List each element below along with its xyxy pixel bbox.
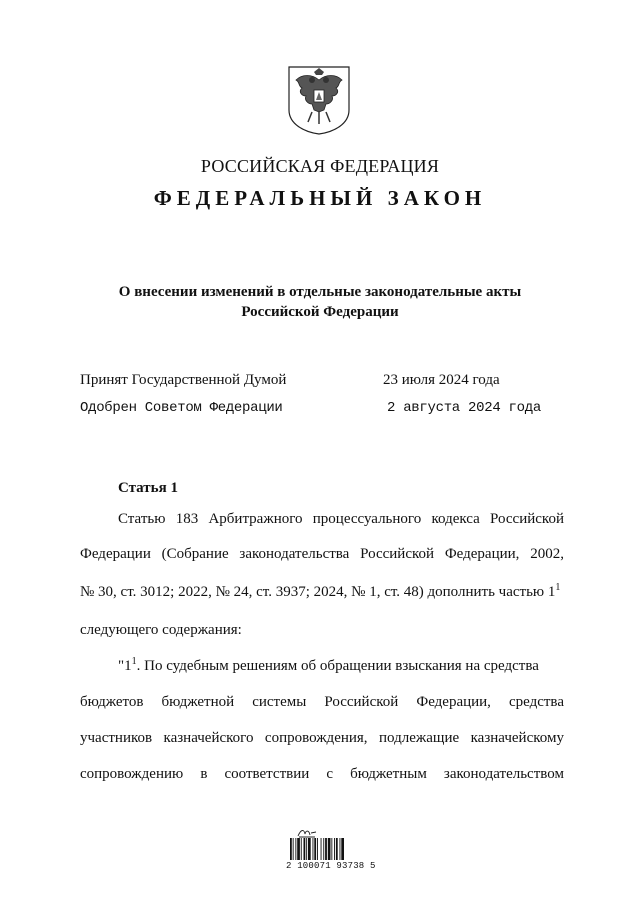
body-word: законодательства (239, 546, 350, 562)
body-line-6 (80, 691, 564, 713)
barcode-bar (317, 838, 318, 860)
approved-by-council-label: Одобрен Советом Федерации (80, 400, 283, 416)
body-word: бюджетной (161, 694, 235, 710)
adopted-date: 23 июля 2024 года (383, 372, 500, 388)
article-heading: Статья 1 (118, 480, 178, 496)
body-word: 2002, (530, 546, 564, 562)
barcode-bar (323, 838, 324, 860)
barcode-bar (295, 838, 296, 860)
body-word: казначейскому (470, 730, 564, 746)
law-title (60, 282, 580, 322)
barcode-bar (336, 838, 338, 860)
barcode-bar (293, 838, 294, 860)
body-word: бюджетов (80, 694, 144, 710)
barcode-bar (321, 838, 322, 860)
approved-date: 2 августа 2024 года (387, 400, 541, 416)
quote-prefix: "1 (118, 658, 132, 674)
body-word: Российской (360, 546, 435, 562)
body-word: Статью (118, 511, 166, 527)
barcode-bar (331, 838, 332, 860)
body-word: Российской (324, 694, 399, 710)
body-word: Федерации, (416, 694, 491, 710)
body-word: сопровождению (80, 766, 184, 782)
barcode-bar (340, 838, 341, 860)
law-title-line-2: Российской Федерации (241, 304, 399, 320)
body-word: бюджетным (350, 766, 427, 782)
barcode-icon (290, 838, 362, 860)
body-word: законодательством (443, 766, 564, 782)
quote-superscript: 1 (131, 656, 137, 667)
barcode-bar (314, 838, 316, 860)
barcode-bar (304, 838, 306, 860)
body-line-4: следующего содержания: (80, 622, 242, 638)
russian-coat-of-arms-icon (286, 64, 352, 136)
body-word: с (326, 766, 334, 782)
body-word: участников (80, 730, 153, 746)
body-word: сопровождения, (264, 730, 368, 746)
body-word: Федерации (80, 546, 151, 562)
barcode-bar (341, 838, 344, 860)
country-name: РОССИЙСКАЯ ФЕДЕРАЦИЯ (200, 156, 440, 176)
body-line-3-superscript: 1 (555, 582, 561, 593)
body-line-1 (118, 508, 564, 530)
quote-rest: . По судебным решениям об обращении взыскания на средства (136, 658, 539, 674)
barcode-bar (290, 838, 292, 860)
body-word: Российской (490, 511, 564, 527)
signature-mark-icon (296, 826, 318, 838)
body-word: 183 (175, 511, 199, 527)
barcode-bar (325, 838, 327, 860)
body-word: кодекса (431, 511, 480, 527)
barcode-bar (308, 838, 311, 860)
barcode-bar (297, 838, 300, 860)
body-line-7 (80, 727, 564, 749)
barcode-bar (301, 838, 302, 860)
barcode-bar (328, 838, 331, 860)
body-word: Арбитражного (208, 511, 303, 527)
body-word: системы (252, 694, 307, 710)
body-line-8 (80, 763, 564, 785)
body-word: (Собрание (161, 546, 229, 562)
body-word: в (200, 766, 208, 782)
body-word: соответствии (224, 766, 310, 782)
barcode-number: 2 100071 93738 5 (286, 861, 376, 871)
body-word: казначейского (163, 730, 254, 746)
body-line-3-text: № 30, ст. 3012; 2022, № 24, ст. 3937; 2024, № 1, ст. 48) дополнить частью 1 (80, 584, 556, 600)
document-type: ФЕДЕРАЛЬНЫЙ ЗАКОН (153, 186, 487, 210)
body-line-5 (118, 655, 564, 677)
law-title-line-1: О внесении изменений в отдельные законодательные акты (118, 284, 522, 300)
body-word: подлежащие (379, 730, 460, 746)
body-word: средства (508, 694, 564, 710)
adopted-by-duma-label: Принят Государственной Думой (80, 372, 287, 388)
barcode-bar (306, 838, 307, 860)
body-line-2 (80, 543, 564, 565)
barcode-bar (313, 838, 314, 860)
body-line-3 (80, 581, 564, 603)
body-word: процессуального (312, 511, 422, 527)
body-word: Федерации, (444, 546, 520, 562)
barcode-bar (334, 838, 335, 860)
